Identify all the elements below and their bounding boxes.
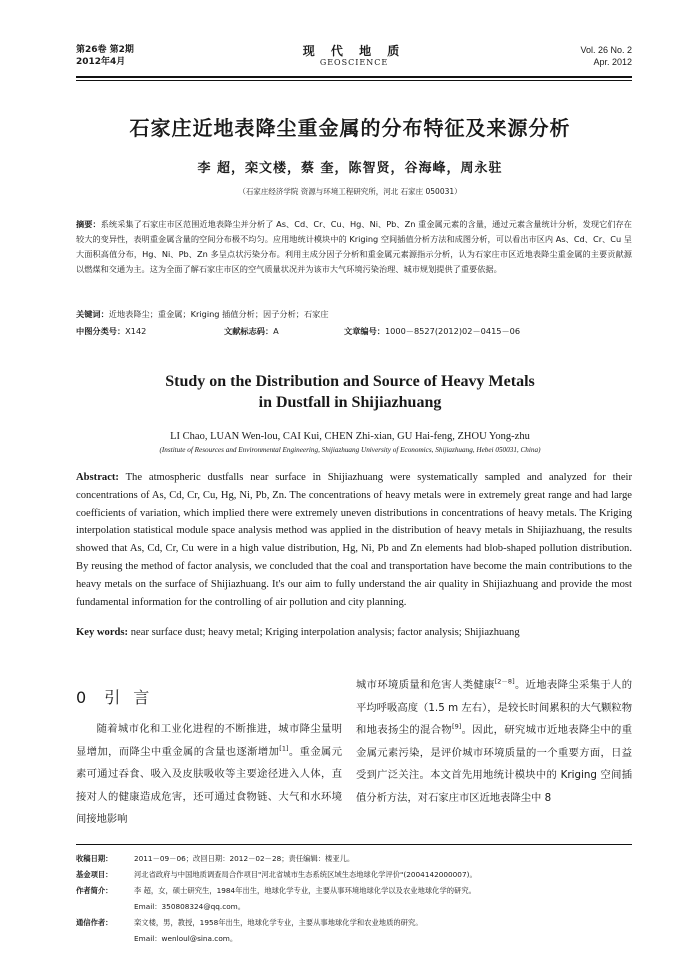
journal-title-en: GEOSCIENCE [319,58,389,67]
footnote-text: 2011－09－06；改回日期：2012－02－28；责任编辑：楼亚儿。 [134,854,355,863]
footnote-author-email [76,899,632,915]
authors-en: LI Chao, LUAN Wen-lou, CAI Kui, CHEN Zhi-xian, GU Hai-feng, ZHOU Yong-zhu [170,431,530,442]
journal-volume-en [580,44,632,68]
footnote-dates [76,851,632,867]
abstract-text-en: The atmospheric dustfalls near surface in Shijiazhuang were systematically sampled and analyzed for their concentrations of As, Cd, Cr, Cu, Hg, Ni, Pb, Zn. The concentrations of heavy metals were in extremely great range and had large coefficients of variation, which implied there were extremely uneven distributions in concentrations of heavy metals. The Kriging interpolation statistical module space analysis method was applied in the distribution of heavy metals in Shijiazhuang, the results showed that As, Cd, Cr, Cu were in a high value distribution, Hg, Ni, Pb and Zn elements had blob-shaped pollution distribution. By reusing the method of factor analysis, we concluded that the coal and transportation have become the main contributions to the heavy metals on the surface of Shijiazhuang. It's our aim to fully understand the air quality in Shijiazhuang and provide the most fundamental information for the controlling of air pollution and city planning. [76,472,632,608]
date-en: Apr. 2012 [593,57,632,67]
article-number-value: 1000－8527(2012)02－0415－06 [384,326,521,336]
affiliation-cn: （石家庄经济学院 资源与环境工程研究所，河北 石家庄 050031） [238,187,462,196]
intro-text-e: 。因此，研究城市近地表降尘中的重金属元素污染，是评价城市环境质量的一个重要方面，日益受到广泛关注。本文首先用地统计模块中的 Kriging 空间插值分析方法，对石家庄市区近地表降尘中 8 [356,724,633,804]
keywords-text-cn: 近地表降尘；重金属；Kriging 插值分析；因子分析；石家庄 [108,309,329,319]
journal-name [76,44,632,68]
citation-ref[interactable]: [9] [452,722,462,731]
abstract-en [76,469,632,611]
author-email-link[interactable]: Email：350808324@qq.com。 [134,902,246,911]
doc-code-value: A [273,326,279,336]
article-number-label: 文章编号： [344,326,385,336]
affiliation-en: (Institute of Resources and Environmental Engineering, Shijiazhuang University of Economics, Shijiazhuang, Hebei 050031, China) [159,446,541,454]
keywords-label-en: Key words: [76,627,129,638]
footnote-text: 河北省政府与中国地质调查局合作项目"河北省城市生态系统区域生态地球化学评价"(2004142000007)。 [134,870,477,879]
paper-title-en [60,371,640,413]
paper-title-cn: 石家庄近地表降尘重金属的分布特征及来源分析 [129,116,571,140]
volume-issue-en: Vol. 26 No. 2 [580,45,632,55]
intro-paragraph [76,718,342,831]
abstract-cn [76,217,632,277]
header-rule-thick [76,76,632,78]
intro-text-c: 城市环境质量和危害人类健康 [356,679,495,691]
footnote-corresponding-email [76,931,632,947]
citation-ref[interactable]: [1] [279,744,289,753]
section-title: 引 言 [104,688,154,707]
intro-paragraph-cont [356,674,632,809]
doc-code-label: 文献标志码： [224,326,274,336]
header-rule-thin [76,80,632,81]
title-en-line2: in Dustfall in Shijiazhuang [258,394,442,411]
volume-issue-cn: 第26卷 第2期 [76,45,134,55]
intro-text-a: 随着城市化和工业化进程的不断推进，城市降尘量明显增加，而降尘中重金属的含量也逐渐增加 [76,723,342,758]
footnote-text: 栾文楼，男，教授，1958年出生，地球化学专业，主要从事地球化学和农业地质的研究。 [134,918,423,927]
footnote-label: 作者简介： [76,886,113,895]
citation-ref[interactable]: [2－8] [494,677,515,686]
intro-text-b: 。重金属元素可通过吞食、吸入及皮肤吸收等主要途径进入人体，直接对人的健康造成危害，还可通过食物链、大气和水环境间接地影响 [76,745,343,825]
footnote-corresponding [76,915,632,931]
class-code [76,326,146,336]
body-column-right [356,674,632,809]
footnote-label: 基金项目： [76,870,113,879]
keywords-en [76,626,632,640]
class-value: X142 [125,326,147,336]
article-number [344,325,520,337]
title-en-line1: Study on the Distribution and Source of Heavy Metals [165,373,535,390]
intro-text-d: 。近地表降尘采集于人的平均呼吸高度（1.5 m 左右），是较长时间累积的大气颗粒物和地表扬尘的混合物 [356,679,633,736]
doc-code [224,325,279,337]
keywords-text-en: near surface dust; heavy metal; Kriging interpolation analysis; factor analysis; Shijiazhuang [128,627,520,638]
section-number: 0 [76,688,91,707]
class-label: 中图分类号： [76,326,126,336]
footnote-label: 收稿日期： [76,854,113,863]
footnote-rule [76,844,632,845]
footnote-label: 通信作者： [76,918,113,927]
keywords-label-cn: 关键词： [76,309,109,319]
footnote-author [76,883,632,899]
footnotes [76,851,632,947]
section-heading-intro [76,686,342,710]
body-column-left [76,686,342,831]
footnote-fund [76,867,632,883]
authors-cn: 李 超，栾文楼，蔡 奎，陈智贤，谷海峰，周永驻 [197,161,503,176]
abstract-text-cn: 系统采集了石家庄市区范围近地表降尘并分析了 As、Cd、Cr、Cu、Hg、Ni、Pb、Zn 重金属元素的含量，通过元素含量统计分析，发现它们存在较大的变异性，表明重金属含量的空间分布极不均匀。应用地统计模块中的 Kriging 空间插值分析方法和成图分析，可以看出市区内 As、Cd、Cr、Cu 呈大面积高值分布，Hg、Ni、Pb、Zn 多呈点状污染分布。利用主成分因子分析和重金属元素源指示分析，认为石家庄市区近地表降尘重金属的主要贡献源以燃煤和交通为主。这为全面了解石家庄市区的空气质量状况并为该市大气环境污染治理、城市规划提供了重要依据。 [76,219,632,274]
running-header [76,44,632,74]
classification-line [76,325,632,337]
footnote-text: 李 超，女，硕士研究生，1984年出生，地球化学专业，主要从事环境地球化学以及农业地球化学的研究。 [134,886,476,895]
corresponding-email-link[interactable]: Email：wenloul@sina.com。 [134,934,238,943]
date-cn: 2012年4月 [76,57,126,67]
keywords-cn [76,308,632,320]
abstract-label-cn: 摘要： [76,219,101,229]
abstract-label-en: Abstract: [76,472,119,483]
journal-title-cn: 现 代 地 质 [302,44,406,58]
